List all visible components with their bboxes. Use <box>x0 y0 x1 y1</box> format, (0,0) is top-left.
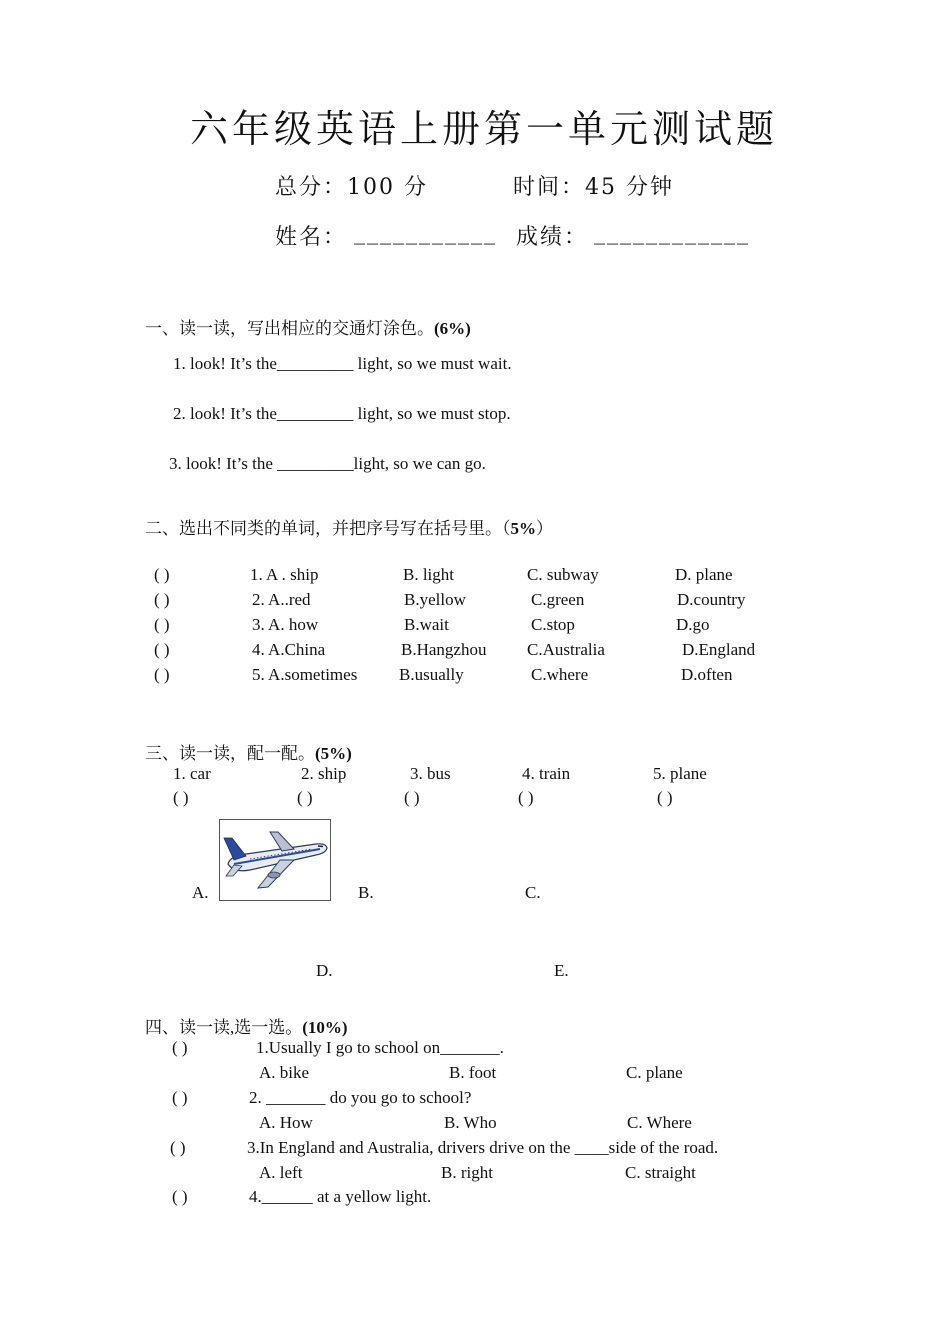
s2-q4-c: C.Australia <box>527 640 605 659</box>
airplane-icon <box>220 820 330 900</box>
section4-heading-text: 四、读一读,选一选。 <box>145 1018 303 1037</box>
s3-word-5: 5. plane <box>653 764 707 783</box>
s2-q1-a: 1. A . ship <box>250 565 319 584</box>
section1-item-1: 1. look! It’s the_________ light, so we must wait. <box>173 354 512 373</box>
s2-q1-c: C. subway <box>527 565 599 584</box>
s3-pic-b-label: B. <box>358 883 374 902</box>
section1-item-2: 2. look! It’s the_________ light, so we must stop. <box>173 404 511 423</box>
s2-q2-c: C.green <box>531 590 585 609</box>
s3-paren-5[interactable]: ( ) <box>657 788 673 807</box>
s3-pic-c-label: C. <box>525 883 541 902</box>
page-title: 六年级英语上册第一单元测试题 <box>190 109 779 151</box>
s2-q4-a: 4. A.China <box>252 640 326 659</box>
s4-q2: 2. _______ do you go to school? <box>249 1088 472 1107</box>
section2-heading-end: ） <box>536 519 553 538</box>
section4-points: (10%) <box>302 1018 348 1037</box>
s2-q3-d: D.go <box>676 615 710 634</box>
s3-word-3: 3. bus <box>410 764 451 783</box>
s3-word-4: 4. train <box>522 764 571 783</box>
s2-q5-d: D.often <box>681 665 733 684</box>
name-label: 姓名： <box>275 225 348 250</box>
s3-word-2: 2. ship <box>301 764 347 783</box>
section2-heading <box>145 514 553 539</box>
s4-q1-b: B. foot <box>449 1063 497 1082</box>
s2-q5-a: 5. A.sometimes <box>252 665 358 684</box>
s2-paren-4[interactable]: ( ) <box>154 640 170 659</box>
section3-heading-text: 三、读一读，配一配。 <box>145 744 315 763</box>
s4-paren-1[interactable]: ( ) <box>172 1038 188 1057</box>
s4-q4: 4.______ at a yellow light. <box>249 1187 432 1206</box>
name-blank[interactable]: ___________ <box>354 220 497 245</box>
s4-q3-a: A. left <box>259 1163 303 1182</box>
s2-q2-b: B.yellow <box>404 590 466 609</box>
s2-q5-c: C.where <box>531 665 589 684</box>
s4-q3-c: C. straight <box>625 1163 696 1182</box>
s3-word-1: 1. car <box>173 764 211 783</box>
s4-paren-2[interactable]: ( ) <box>172 1088 188 1107</box>
total-score-label: 总分：100 分 <box>275 175 428 200</box>
s4-q3-b: B. right <box>441 1163 493 1182</box>
s2-q5-b: B.usually <box>399 665 464 684</box>
s2-q2-a: 2. A..red <box>252 590 311 609</box>
section1-heading <box>145 314 471 339</box>
s4-q2-b: B. Who <box>444 1113 497 1132</box>
s4-q2-a: A. How <box>259 1113 313 1132</box>
section4-heading <box>145 1013 348 1038</box>
s2-q1-d: D. plane <box>675 565 733 584</box>
s4-q1: 1.Usually I go to school on_______. <box>256 1038 504 1057</box>
section1-item-3: 3. look! It’s the _________light, so we can go. <box>169 454 486 473</box>
s2-q3-a: 3. A. how <box>252 615 319 634</box>
s3-paren-3[interactable]: ( ) <box>404 788 420 807</box>
s4-q3: 3.In England and Australia, drivers drive on the ____side of the road. <box>247 1138 719 1157</box>
airplane-image <box>219 819 331 901</box>
s4-q2-c: C. Where <box>627 1113 692 1132</box>
s2-paren-1[interactable]: ( ) <box>154 565 170 584</box>
s2-paren-5[interactable]: ( ) <box>154 665 170 684</box>
score-label: 成绩： <box>516 225 589 250</box>
s3-paren-2[interactable]: ( ) <box>297 788 313 807</box>
score-blank[interactable]: ____________ <box>594 220 750 245</box>
s3-paren-4[interactable]: ( ) <box>518 788 534 807</box>
section3-heading <box>145 739 352 764</box>
time-label: 时间：45 分钟 <box>513 175 674 200</box>
s4-q1-c: C. plane <box>626 1063 683 1082</box>
s2-q1-b: B. light <box>403 565 455 584</box>
s3-pic-a-label: A. <box>192 883 209 902</box>
s2-paren-3[interactable]: ( ) <box>154 615 170 634</box>
s2-q3-b: B.wait <box>404 615 449 634</box>
s4-paren-3[interactable]: ( ) <box>170 1138 186 1157</box>
s4-paren-4[interactable]: ( ) <box>172 1187 188 1206</box>
s2-q4-b: B.Hangzhou <box>401 640 487 659</box>
section2-heading-text: 二、选出不同类的单词，并把序号写在括号里。（ <box>145 519 511 538</box>
s3-pic-d-label: D. <box>316 961 333 980</box>
s2-q3-c: C.stop <box>531 615 575 634</box>
s3-pic-e-label: E. <box>554 961 569 980</box>
s2-paren-2[interactable]: ( ) <box>154 590 170 609</box>
s4-q1-a: A. bike <box>259 1063 310 1082</box>
section2-points: 5% <box>510 519 536 538</box>
s3-paren-1[interactable]: ( ) <box>173 788 189 807</box>
section1-heading-text: 一、读一读，写出相应的交通灯涂色。 <box>145 319 434 338</box>
s2-q4-d: D.England <box>682 640 756 659</box>
section3-points: (5%) <box>315 744 352 763</box>
s2-q2-d: D.country <box>677 590 746 609</box>
section1-points: (6%) <box>434 319 471 338</box>
